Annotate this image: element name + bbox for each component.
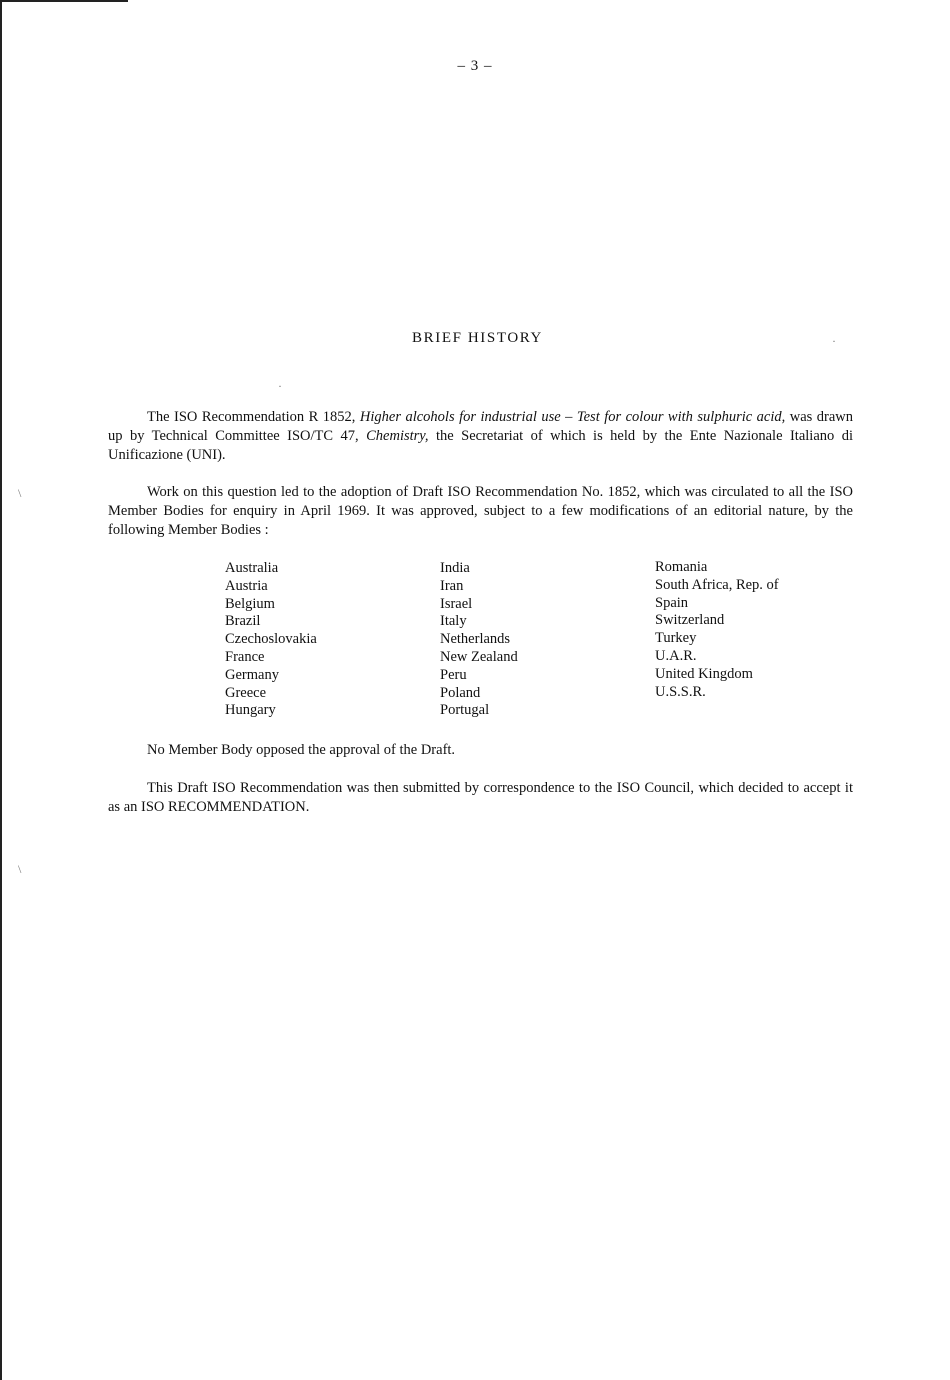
member-body: New Zealand: [440, 648, 518, 665]
member-body: Netherlands: [440, 631, 511, 648]
member-body: Hungary: [225, 702, 276, 719]
paragraph-no-opposition: [108, 741, 853, 760]
member-body: South Africa, Rep. of: [655, 576, 779, 593]
member-body: Iran: [440, 577, 464, 594]
paragraph-enquiry-text: Work on this question led to the adoption of Draft ISO Recommendation No. 1852, which was circulated to all the ISO Member Bodies for enquiry in April 1969. It was approved, subject to a few modifications of an editorial nature, by the following Member Bodies :: [108, 484, 853, 538]
member-body: Poland: [440, 684, 481, 701]
scan-speck: \: [18, 862, 22, 876]
scan-edge-left: [0, 0, 2, 1380]
member-body: Switzerland: [655, 612, 725, 629]
member-body: U.S.S.R.: [655, 683, 706, 700]
paragraph-origin-tail: the Secretariat of which is held by the Ente Nazionale Italiano di Unificazione (UNI).: [108, 428, 853, 463]
scan-speck: ·: [832, 334, 836, 348]
member-body: United Kingdom: [655, 665, 753, 682]
member-body: Austria: [225, 577, 268, 594]
member-column-2: [440, 560, 518, 720]
member-body: Belgium: [225, 595, 275, 612]
scan-speck: ·: [278, 379, 282, 393]
section-heading: BRIEF HISTORY: [412, 330, 543, 346]
member-body: Greece: [225, 684, 267, 701]
member-column-3: [655, 559, 779, 701]
member-body: Romania: [655, 559, 708, 575]
member-body: Australia: [225, 560, 279, 576]
paragraph-origin-middle: was drawn up by Technical Committee ISO/TC 47,: [108, 409, 853, 444]
committee-name: Chemistry,: [366, 428, 429, 444]
paragraph-acceptance: [108, 779, 853, 817]
member-body: Brazil: [225, 613, 261, 630]
member-body: France: [225, 648, 265, 665]
member-body: Israel: [440, 595, 473, 612]
member-body: Germany: [225, 666, 279, 683]
member-column-1: [225, 560, 317, 720]
page-number: – 3 –: [457, 58, 493, 74]
scan-edge-top: [0, 0, 128, 2]
paragraph-origin-lead: The ISO Recommendation R 1852,: [147, 409, 360, 425]
scan-speck: \: [18, 486, 22, 500]
member-body: Peru: [440, 666, 467, 683]
member-body: Turkey: [655, 630, 697, 647]
member-body: Spain: [655, 594, 689, 611]
paragraph-no-opposition-text: No Member Body opposed the approval of the Draft.: [147, 742, 456, 758]
member-body: Portugal: [440, 702, 490, 719]
member-body: U.A.R.: [655, 647, 697, 664]
paragraph-origin: [108, 408, 853, 465]
recommendation-title: Higher alcohols for industrial use – Test for colour with sulphuric acid,: [359, 409, 786, 425]
member-body: India: [440, 560, 470, 576]
paragraph-acceptance-text: This Draft ISO Recommendation was then submitted by correspondence to the ISO Council, which decided to accept it as an ISO RECOMMENDATION.: [108, 780, 853, 815]
member-body: Czechoslovakia: [225, 631, 317, 648]
paragraph-enquiry: [108, 483, 853, 540]
member-body: Italy: [440, 613, 467, 630]
